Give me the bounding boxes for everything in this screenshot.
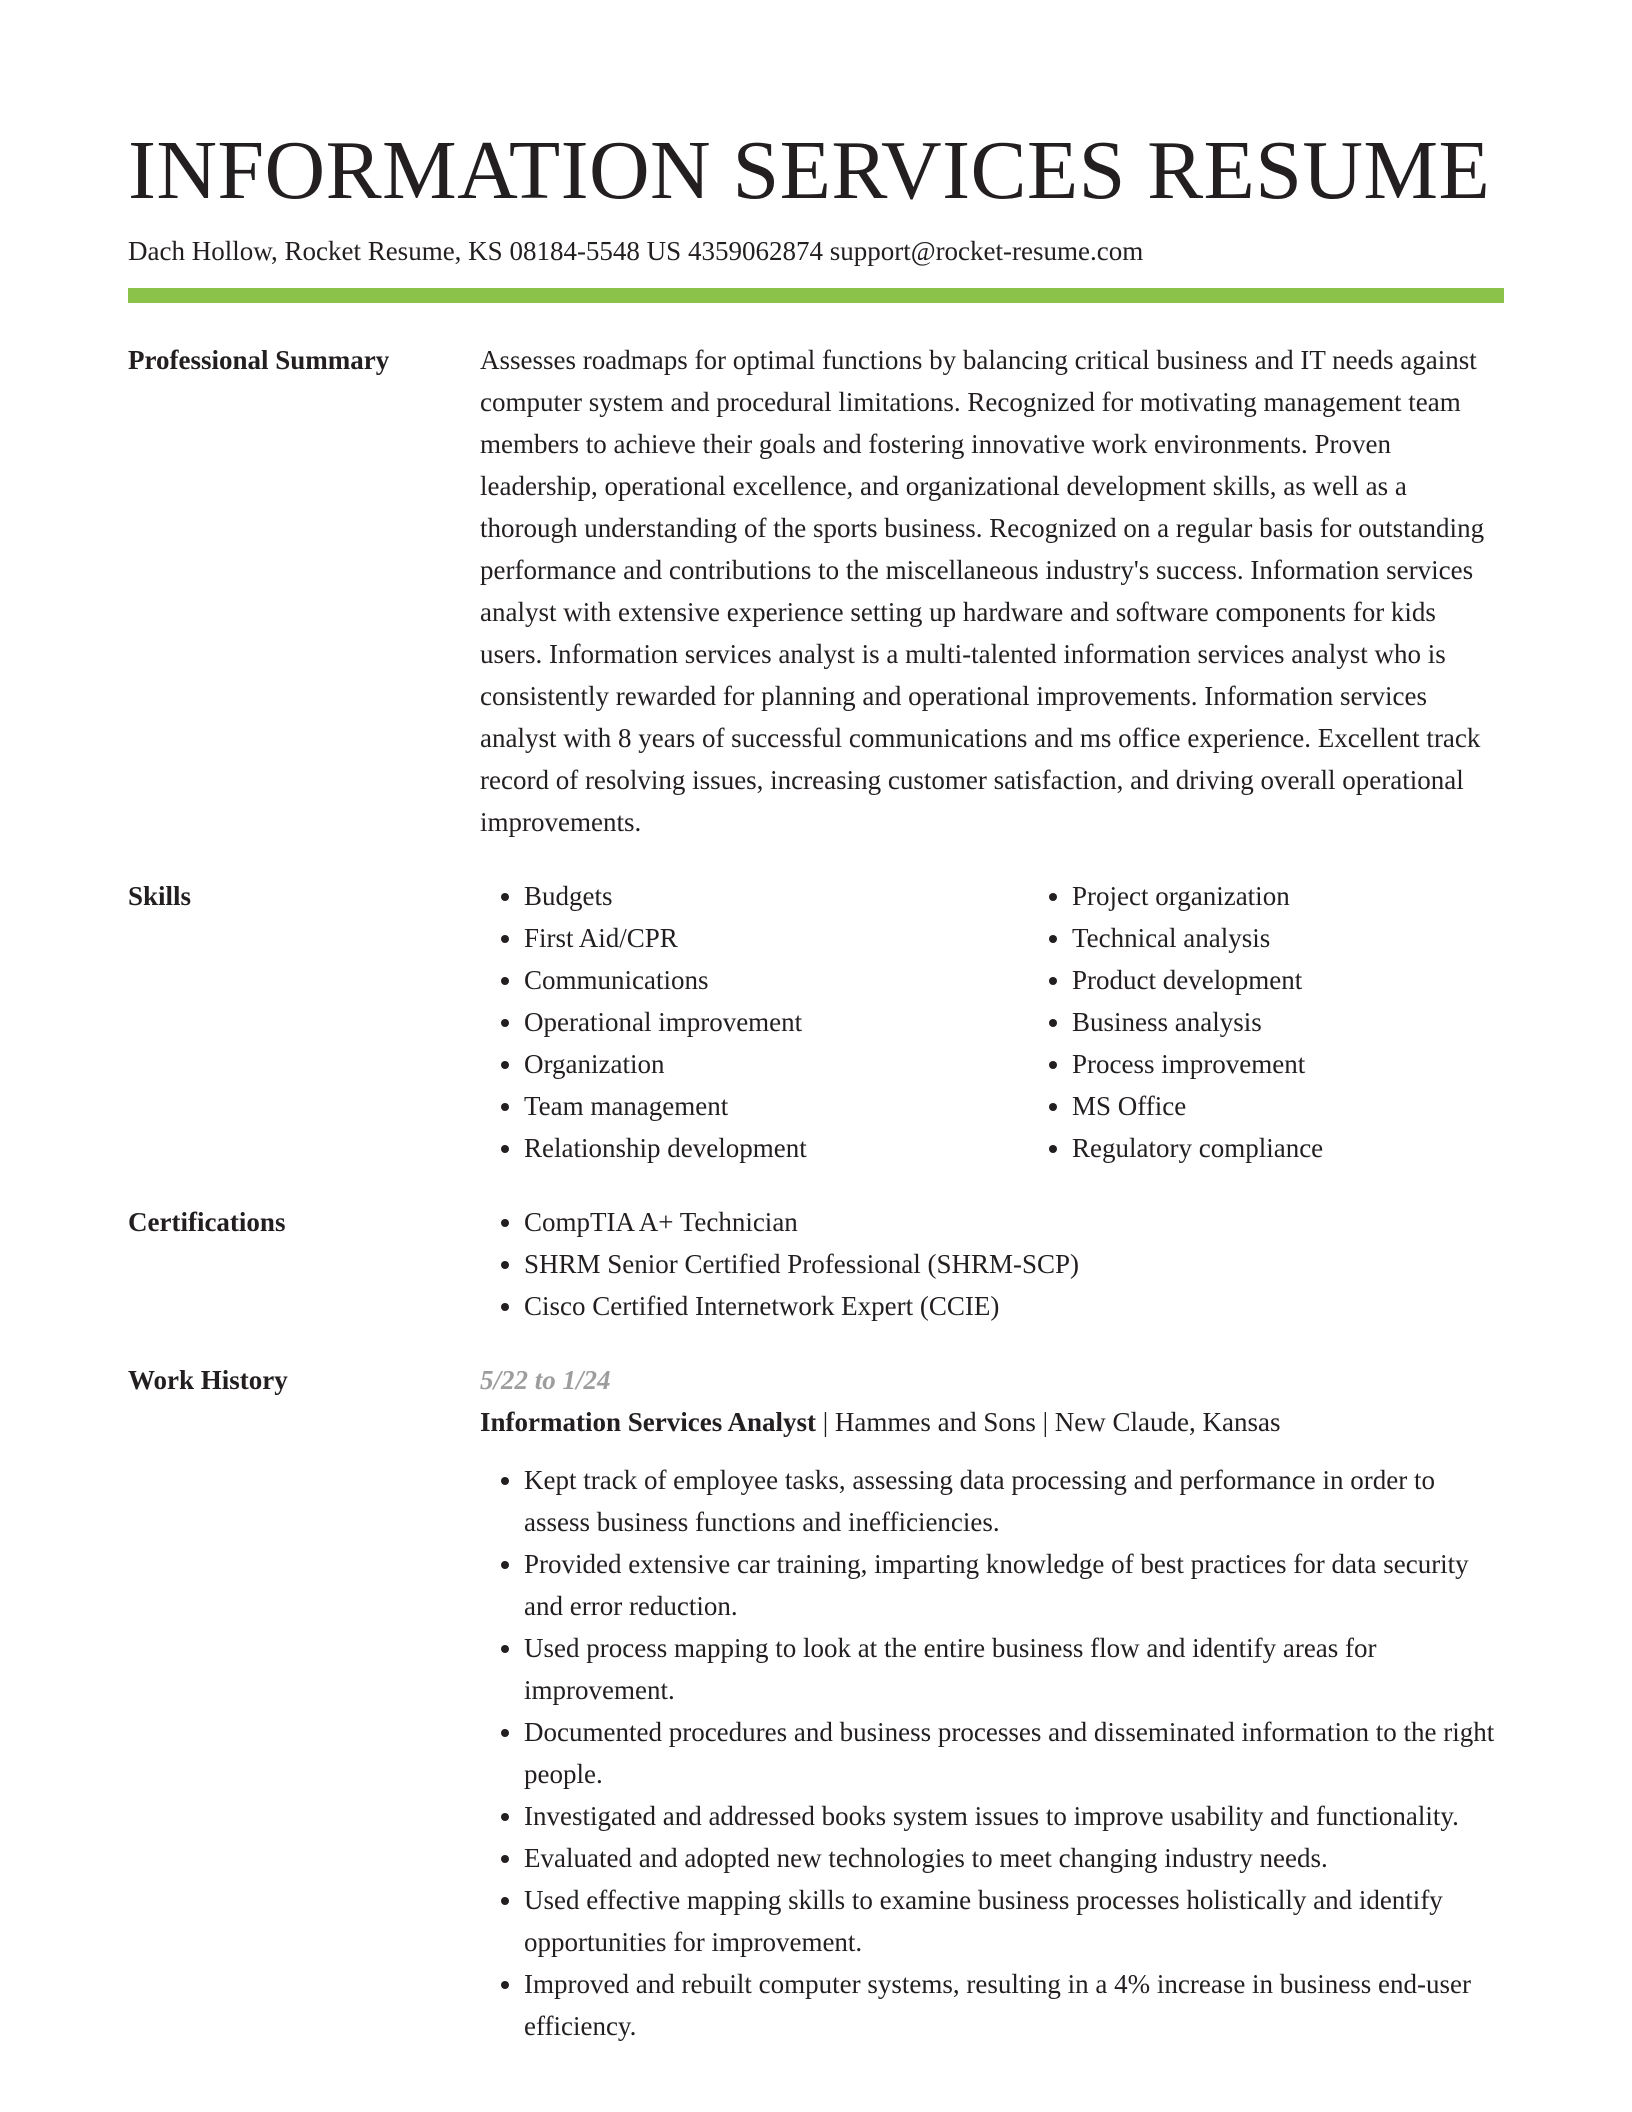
job-bullet: • Provided extensive car training, imparting knowledge of best practices for data security and error reduction. — [524, 1543, 1504, 1627]
resume-page — [128, 118, 1504, 2047]
skills-grid — [480, 875, 1576, 1169]
skill-item: • Budgets — [524, 875, 1028, 917]
job-location: | New Claude, Kansas — [1036, 1407, 1281, 1437]
contact-phone: 4359062874 — [687, 236, 823, 266]
resume-title: INFORMATION SERVICES RESUME — [128, 124, 1491, 217]
skill-item: • Process improvement — [1072, 1043, 1576, 1085]
job-bullet: • Documented procedures and business processes and disseminated information to the right people. — [524, 1711, 1504, 1795]
skills-column-right — [1028, 875, 1576, 1169]
certification-item: • SHRM Senior Certified Professional (SHRM-SCP) — [524, 1243, 1504, 1285]
skill-item: • Product development — [1072, 959, 1576, 1001]
contact-line — [128, 233, 1504, 269]
section-label-skills: Skills — [128, 881, 192, 911]
contact-address: Dach Hollow, Rocket Resume, KS 08184-5548 US — [128, 236, 682, 266]
skill-item: • MS Office — [1072, 1085, 1576, 1127]
job-dates: 5/22 to 1/24 — [480, 1365, 611, 1395]
skill-item: • Technical analysis — [1072, 917, 1576, 959]
skills-column-left — [480, 875, 1028, 1169]
certifications-content — [480, 1201, 1504, 1327]
job-bullet: • Kept track of employee tasks, assessing data processing and performance in order to assess business functions and inefficiencies. — [524, 1459, 1504, 1543]
skill-item: • Team management — [524, 1085, 1028, 1127]
certifications-section — [128, 1201, 1504, 1327]
skills-section — [128, 875, 1504, 1169]
skill-item: • Business analysis — [1072, 1001, 1576, 1043]
work-history-section — [128, 1359, 1504, 2047]
skill-item: • Regulatory compliance — [1072, 1127, 1576, 1169]
certifications-list — [480, 1201, 1504, 1327]
job-company: | Hammes and Sons — [816, 1407, 1036, 1437]
header-divider — [128, 288, 1504, 303]
certification-item: • CompTIA A+ Technician — [524, 1201, 1504, 1243]
professional-summary-section — [128, 339, 1504, 843]
certification-item: • Cisco Certified Internetwork Expert (CCIE) — [524, 1285, 1504, 1327]
job-bullet: • Improved and rebuilt computer systems, resulting in a 4% increase in business end-user efficiency. — [524, 1963, 1504, 2047]
summary-text: Assesses roadmaps for optimal functions by balancing critical business and IT needs against computer system and procedural limitations. Recognized for motivating management team members to achieve their goals and fostering innovative work environments. Proven leadership, operational excellence, and organizational development skills, as well as a thorough understanding of the sports business. Recognized on a regular basis for outstanding performance and contributions to the miscellaneous industry's success. Information services analyst with extensive experience setting up hardware and software components for kids users. Information services analyst is a multi-talented information services analyst who is consistently rewarded for planning and operational improvements. Information services analyst with 8 years of successful communications and ms office experience. Excellent track record of resolving issues, increasing customer satisfaction, and driving overall operational improvements. — [480, 345, 1485, 837]
job-heading — [480, 1401, 1504, 1443]
skill-item: • Communications — [524, 959, 1028, 1001]
job-entry — [480, 1359, 1504, 2047]
job-bullet: • Used effective mapping skills to examine business processes holistically and identify opportunities for improvement. — [524, 1879, 1504, 1963]
contact-email[interactable]: support@rocket-resume.com — [829, 236, 1144, 266]
skill-item: • Project organization — [1072, 875, 1576, 917]
job-title: Information Services Analyst — [480, 1407, 816, 1437]
skill-item: • Operational improvement — [524, 1001, 1028, 1043]
section-label-work-history: Work History — [128, 1365, 288, 1395]
job-bullets — [480, 1459, 1504, 2047]
skill-item: • First Aid/CPR — [524, 917, 1028, 959]
job-bullet: • Investigated and addressed books system issues to improve usability and functionality. — [524, 1795, 1504, 1837]
section-label-certifications: Certifications — [128, 1207, 286, 1237]
skill-item: • Relationship development — [524, 1127, 1028, 1169]
job-bullet: • Used process mapping to look at the entire business flow and identify areas for improvement. — [524, 1627, 1504, 1711]
skill-item: • Organization — [524, 1043, 1028, 1085]
job-bullet: • Evaluated and adopted new technologies to meet changing industry needs. — [524, 1837, 1504, 1879]
section-label-summary: Professional Summary — [128, 345, 390, 375]
